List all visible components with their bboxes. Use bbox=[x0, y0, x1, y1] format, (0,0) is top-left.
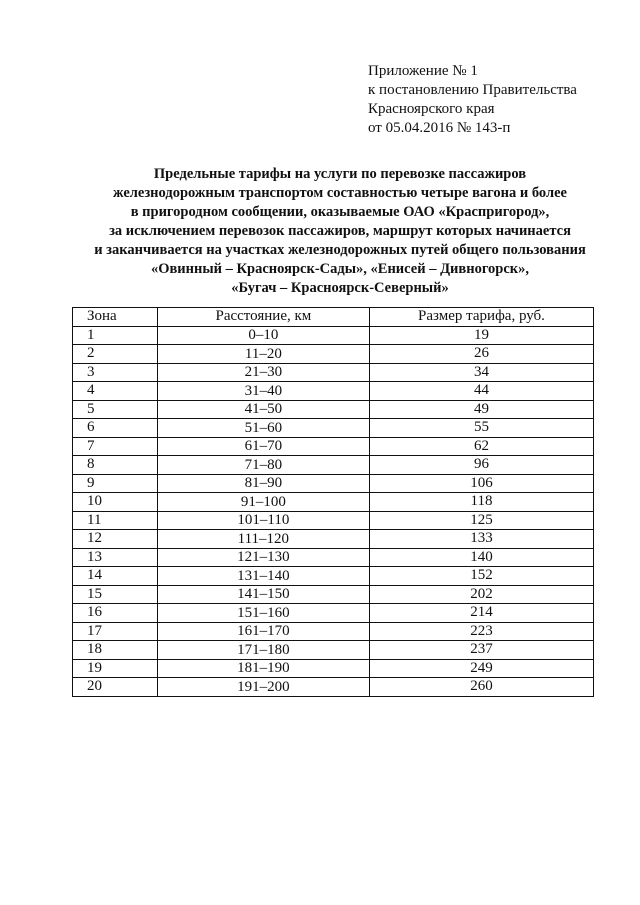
table-body bbox=[73, 326, 594, 696]
table-row bbox=[73, 456, 594, 475]
table-row bbox=[73, 678, 594, 697]
appendix-header bbox=[368, 62, 628, 138]
distance-cell: 91–100 bbox=[157, 493, 369, 512]
zone-cell: 5 bbox=[73, 400, 158, 419]
tariff-cell: 34 bbox=[369, 363, 593, 382]
table-row bbox=[73, 530, 594, 549]
zone-cell: 6 bbox=[73, 419, 158, 438]
zone-cell: 15 bbox=[73, 585, 158, 604]
table-row bbox=[73, 567, 594, 586]
table-row bbox=[73, 622, 594, 641]
title-line: за исключением перевозок пассажиров, маршрут которых начинается bbox=[109, 223, 571, 239]
table-row bbox=[73, 585, 594, 604]
appendix-line: Красноярского края bbox=[368, 101, 495, 117]
distance-cell: 0–10 bbox=[157, 326, 369, 345]
zone-cell: 18 bbox=[73, 641, 158, 660]
distance-cell: 141–150 bbox=[157, 585, 369, 604]
appendix-line: к постановлению Правительства bbox=[368, 82, 577, 98]
title-line: и заканчивается на участках железнодорожных путей общего пользования bbox=[94, 242, 586, 258]
distance-cell: 191–200 bbox=[157, 678, 369, 697]
zone-cell: 2 bbox=[73, 345, 158, 364]
tariff-cell: 62 bbox=[369, 437, 593, 456]
table-row bbox=[73, 326, 594, 345]
tariff-cell: 214 bbox=[369, 604, 593, 623]
tariff-table bbox=[72, 307, 594, 697]
tariff-cell: 249 bbox=[369, 659, 593, 678]
zone-cell: 16 bbox=[73, 604, 158, 623]
zone-cell: 1 bbox=[73, 326, 158, 345]
zone-cell: 10 bbox=[73, 493, 158, 512]
table-row bbox=[73, 548, 594, 567]
title-line: железнодорожным транспортом составностью четыре вагона и более bbox=[113, 185, 567, 201]
zone-cell: 17 bbox=[73, 622, 158, 641]
column-header-zone: Зона bbox=[73, 308, 158, 327]
appendix-line: Приложение № 1 bbox=[368, 63, 478, 79]
table-row bbox=[73, 382, 594, 401]
tariff-cell: 202 bbox=[369, 585, 593, 604]
column-header-distance: Расстояние, км bbox=[157, 308, 369, 327]
tariff-cell: 260 bbox=[369, 678, 593, 697]
distance-cell: 151–160 bbox=[157, 604, 369, 623]
tariff-cell: 118 bbox=[369, 493, 593, 512]
distance-cell: 131–140 bbox=[157, 567, 369, 586]
tariff-cell: 96 bbox=[369, 456, 593, 475]
table-row bbox=[73, 419, 594, 438]
zone-cell: 7 bbox=[73, 437, 158, 456]
zone-cell: 8 bbox=[73, 456, 158, 475]
zone-cell: 19 bbox=[73, 659, 158, 678]
distance-cell: 11–20 bbox=[157, 345, 369, 364]
table-row bbox=[73, 511, 594, 530]
table-row bbox=[73, 604, 594, 623]
zone-cell: 13 bbox=[73, 548, 158, 567]
zone-cell: 14 bbox=[73, 567, 158, 586]
title-line: в пригородном сообщении, оказываемые ОАО «Краспригород», bbox=[130, 204, 550, 220]
column-header-tariff: Размер тарифа, руб. bbox=[369, 308, 593, 327]
table-row bbox=[73, 493, 594, 512]
tariff-cell: 133 bbox=[369, 530, 593, 549]
document-title bbox=[40, 165, 640, 298]
tariff-cell: 44 bbox=[369, 382, 593, 401]
distance-cell: 31–40 bbox=[157, 382, 369, 401]
table-row bbox=[73, 437, 594, 456]
tariff-cell: 19 bbox=[369, 326, 593, 345]
zone-cell: 3 bbox=[73, 363, 158, 382]
tariff-cell: 55 bbox=[369, 419, 593, 438]
distance-cell: 121–130 bbox=[157, 548, 369, 567]
title-line: «Овинный – Красноярск-Сады», «Енисей – Дивногорск», bbox=[150, 261, 530, 277]
tariff-cell: 140 bbox=[369, 548, 593, 567]
tariff-cell: 237 bbox=[369, 641, 593, 660]
zone-cell: 12 bbox=[73, 530, 158, 549]
table-row bbox=[73, 363, 594, 382]
zone-cell: 11 bbox=[73, 511, 158, 530]
distance-cell: 81–90 bbox=[157, 474, 369, 493]
distance-cell: 41–50 bbox=[157, 400, 369, 419]
table-row bbox=[73, 659, 594, 678]
table-row bbox=[73, 641, 594, 660]
distance-cell: 171–180 bbox=[157, 641, 369, 660]
tariff-cell: 223 bbox=[369, 622, 593, 641]
title-line: Предельные тарифы на услуги по перевозке пассажиров bbox=[153, 166, 527, 182]
distance-cell: 161–170 bbox=[157, 622, 369, 641]
appendix-line: от 05.04.2016 № 143-п bbox=[368, 120, 511, 136]
tariff-cell: 49 bbox=[369, 400, 593, 419]
tariff-cell: 152 bbox=[369, 567, 593, 586]
tariff-cell: 106 bbox=[369, 474, 593, 493]
distance-cell: 101–110 bbox=[157, 511, 369, 530]
zone-cell: 9 bbox=[73, 474, 158, 493]
title-line: «Бугач – Красноярск-Северный» bbox=[231, 280, 449, 296]
distance-cell: 21–30 bbox=[157, 363, 369, 382]
table-row bbox=[73, 400, 594, 419]
tariff-cell: 26 bbox=[369, 345, 593, 364]
distance-cell: 71–80 bbox=[157, 456, 369, 475]
zone-cell: 20 bbox=[73, 678, 158, 697]
distance-cell: 51–60 bbox=[157, 419, 369, 438]
distance-cell: 111–120 bbox=[157, 530, 369, 549]
table-row bbox=[73, 474, 594, 493]
tariff-cell: 125 bbox=[369, 511, 593, 530]
table-header-row bbox=[73, 308, 594, 327]
zone-cell: 4 bbox=[73, 382, 158, 401]
table-row bbox=[73, 345, 594, 364]
distance-cell: 61–70 bbox=[157, 437, 369, 456]
distance-cell: 181–190 bbox=[157, 659, 369, 678]
